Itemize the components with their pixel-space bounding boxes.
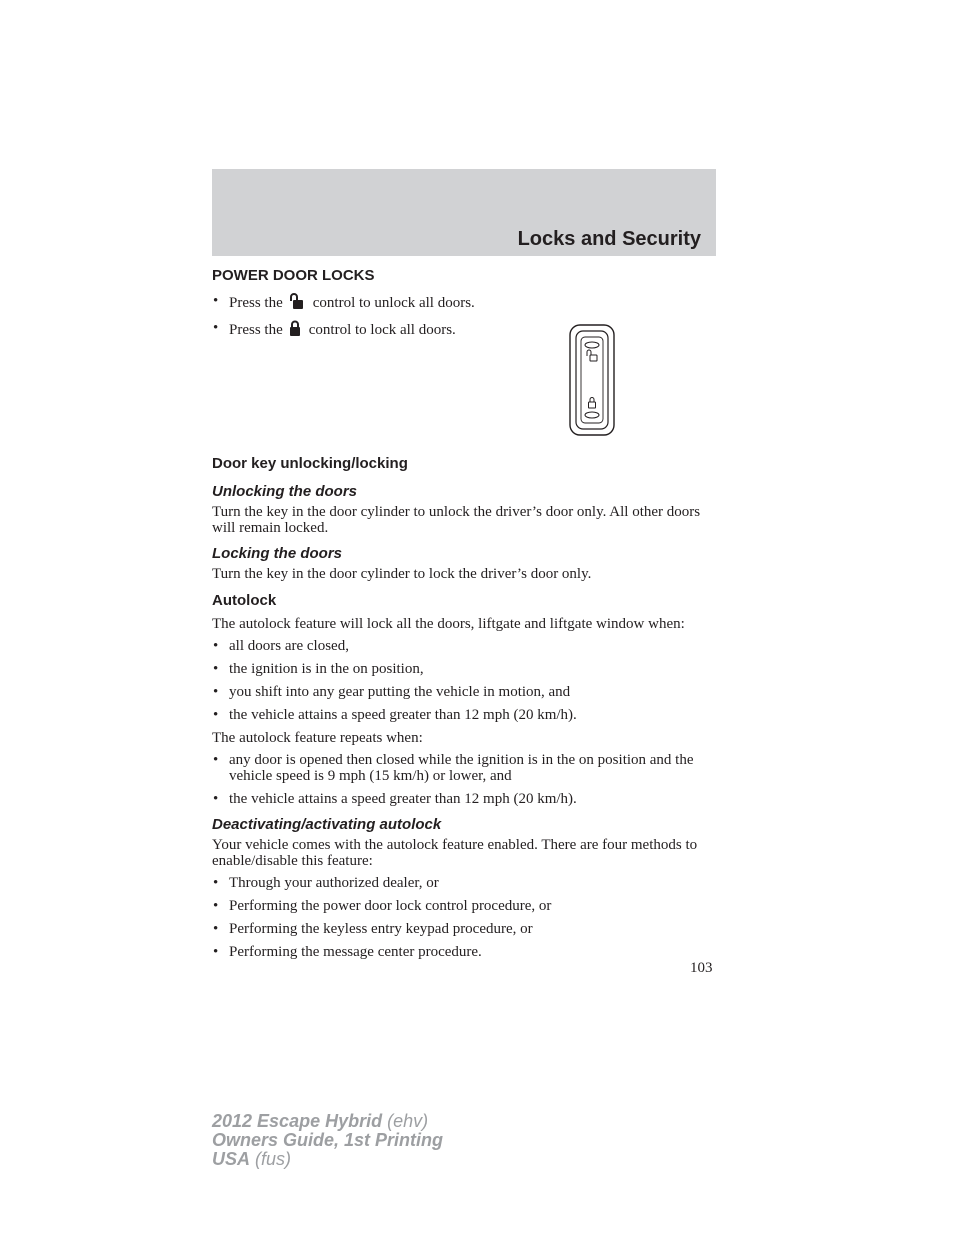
- list-item: • Performing the message center procedure.: [212, 944, 716, 960]
- section-title: Locks and Security: [517, 228, 701, 250]
- list-item: • you shift into any gear putting the vehicle in motion, and: [212, 684, 716, 700]
- unlocking-doors-heading: Unlocking the doors: [212, 483, 358, 500]
- unlock-icon: [289, 293, 305, 313]
- autolock-repeat-conditions: [212, 752, 716, 807]
- power-door-locks-intro: [212, 293, 716, 445]
- list-item: • all doors are closed,: [212, 638, 716, 654]
- deactivating-intro: Your vehicle comes with the autolock feature enabled. There are four methods to enable/disable this feature:: [212, 837, 698, 869]
- locking-doors-text: Turn the key in the door cylinder to lock the driver’s door only.: [212, 566, 592, 582]
- autolock-conditions: [212, 638, 716, 723]
- list-item: • Through your authorized dealer, or: [212, 875, 716, 891]
- list-item: • Press the control to unlock all doors.: [212, 293, 487, 313]
- document-footer: 2012 Escape Hybrid (ehv) Owners Guide, 1st Printing USA (fus): [212, 1111, 444, 1169]
- page-number: 103: [690, 960, 713, 976]
- autolock-repeat-intro: The autolock feature repeats when:: [212, 730, 423, 746]
- list-item: • the ignition is in the on position,: [212, 661, 716, 677]
- section-header-band: [212, 169, 716, 256]
- deactivating-autolock-heading: Deactivating/activating autolock: [212, 816, 442, 833]
- list-item: • any door is opened then closed while the ignition is in the on position and the vehicle speed is 9 mph (15 km/h) or lower, and: [212, 752, 716, 784]
- unlocking-doors-text: Turn the key in the door cylinder to unlock the driver’s door only. All other doors will remain locked.: [212, 504, 701, 536]
- autolock-heading: Autolock: [212, 592, 277, 609]
- locking-doors-heading: Locking the doors: [212, 545, 343, 562]
- list-item: • Performing the power door lock control procedure, or: [212, 898, 716, 914]
- power-door-locks-heading: POWER DOOR LOCKS: [212, 267, 375, 284]
- list-item: • the vehicle attains a speed greater than 12 mph (20 km/h).: [212, 791, 716, 807]
- door-lock-switch-illustration: [567, 323, 617, 438]
- deactivating-methods: [212, 875, 716, 960]
- door-key-heading: Door key unlocking/locking: [212, 455, 408, 472]
- power-door-locks-list: [212, 293, 487, 340]
- autolock-intro: The autolock feature will lock all the doors, liftgate and liftgate window when:: [212, 616, 685, 632]
- list-item: • the vehicle attains a speed greater than 12 mph (20 km/h).: [212, 707, 716, 723]
- lock-icon: [289, 320, 301, 340]
- list-item: • Performing the keyless entry keypad procedure, or: [212, 921, 716, 937]
- page-content: [212, 266, 716, 967]
- list-item: • Press the control to lock all doors.: [212, 320, 487, 340]
